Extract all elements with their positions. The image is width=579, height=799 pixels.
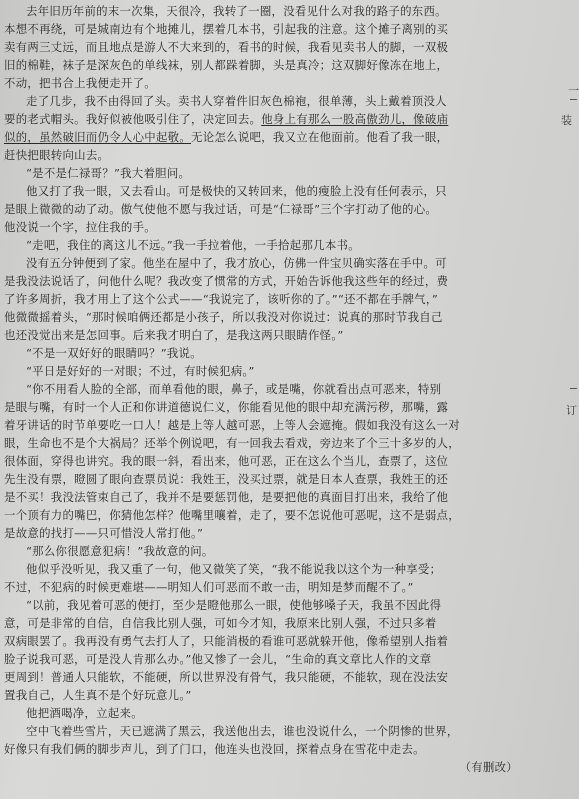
- paragraph-text: 无论怎么说吧，我又立在他面前。他看了我一眼，: [191, 130, 449, 144]
- binding-label-zhuang: 装: [561, 114, 572, 127]
- binding-tick: [570, 99, 577, 100]
- paragraph-text: 要的老式帽头。我好似被他吸引住了，决定回去。: [4, 112, 262, 126]
- paragraph-line: “那么你很愿意犯病！”我故意的问。: [26, 544, 214, 558]
- paragraph-line: 卖有两三丈远，而且地点是游人不大来到的，看书的时候，我看见卖书人的脚，一双极: [4, 40, 449, 54]
- paragraph-line: [4, 128, 552, 146]
- paragraph-line: 眼，生命也不是个大祸局？还举个例说吧，有一回我去看戏，旁边来了个三十多岁的人，: [4, 436, 460, 450]
- paragraph-line: 很体面，穿得也讲究。我的眼一斜，看出来，他可恶，正在这么个当儿，查票了，这位: [4, 454, 449, 468]
- paragraph-line: 是故意的找打——只可惜没人常打他。”: [4, 526, 204, 540]
- paragraph-line: 旧的棉鞋，袜子是深灰色的单线袜，别人都跺着脚，头是真冷；这双脚好像冻在地上，: [4, 58, 449, 72]
- source-note: （有删改）: [459, 760, 518, 774]
- paragraph-line: 也还没觉出来是怎回事。后来我才明白了，是我这两只眼睛作怪。”: [4, 328, 344, 342]
- paragraph-line: 他又打了我一眼，又去看山。可是极快的又转回来，他的瘦脸上没有任何表示，只: [26, 184, 447, 198]
- binding-tick: [570, 388, 577, 389]
- paragraph-line: 脸子说我可恶，可是没人肯那么办。”他又惨了一会儿，“生命的真文章比人作的文章: [4, 652, 432, 666]
- paragraph-line: 赶快把眼转向山去。: [4, 148, 110, 162]
- paragraph-line: 走了几步，我不由得回了头。卖书人穿着件旧灰色棉袍，很单薄，头上戴着顶没人: [26, 94, 447, 108]
- paragraph-line: 空中飞着些雪片，天已遮满了黑云，我送他出去，谁也没说什么，一个阴惨的世界，: [26, 724, 459, 738]
- paragraph-line: “以前，我见着可恶的便打，至少是瞪他那么一眼，使他够嗓子天，我虽不因此得: [26, 598, 442, 612]
- binding-label-ding: 订: [566, 404, 577, 417]
- paragraph-line: 了许多周折，我才用上了这个公式——“我说完了，该听你的了。”“还不都在手牌气，”: [4, 292, 438, 306]
- paragraph-line: “不是一双好好的眼睛吗？”我说。: [26, 346, 202, 360]
- paragraph-line: 他没说一个字，拉住我的手。: [4, 220, 156, 234]
- paragraph-line: 置我自己，人生真不是个好玩意儿。”: [4, 688, 192, 702]
- paragraph-line: 没有五分钟便到了家。他坐在屋中了，我才放心，仿佛一件宝贝确实落在手中。可: [26, 256, 447, 270]
- underlined-sentence: 似的，虽然破旧而仍令人心中起敬。: [4, 130, 192, 144]
- paragraph-line: 是眼上微微的动了动。傲气使他不愿与我过话，可是“仁禄哥”三个字打动了他的心。: [4, 202, 438, 216]
- paragraph-line: 他微微摇着头，“那时候咱俩还都是小孩子，所以我没对你说过：说真的那时节我自己: [4, 310, 443, 324]
- underlined-sentence: 他身上有那么一股高傲劲儿，像破庙: [261, 112, 449, 126]
- paragraph-line: 是不买！我没法管束自己了，我并不是要惩罚他，是要把他的真面目打出来，我给了他: [4, 490, 449, 504]
- paragraph-line: 先生没有票，瞪圆了眼向查票员说：我姓王，没买过票，就是日本人查票，我姓王的还: [4, 472, 449, 486]
- paragraph-line: 好像只有我们俩的脚步声儿，到了门口，他连头也没回，探着点身在雪花中走去。: [4, 742, 425, 756]
- paragraph-line: 去年旧历年前的末一次集，天很冷，我转了一圈，没看见什么对我的路子的东西。: [26, 4, 447, 18]
- paragraph-line: 意，可是非常的自信，自信我比别人强，可如今才知，我原来比别人强，不过只多着: [4, 616, 437, 630]
- paragraph-line: “你不用看人脸的全部，而单看他的眼，鼻子，或是嘴，你就看出点可恶来，特别: [26, 382, 442, 396]
- article-body: [4, 2, 552, 776]
- paragraph-line: 他把酒喝净，立起来。: [26, 706, 143, 720]
- paragraph-line: 是我没法说话了，问他什么呢？我改变了惯常的方式，开始告诉他我这些年的经过，费: [4, 274, 449, 288]
- paragraph-line: 更周到！普通人只能软，不能硬，所以世界没有骨气，我只能硬，不能软，现在没法安: [4, 670, 449, 684]
- paragraph-line: [4, 110, 552, 128]
- paragraph-line: 一个顶有力的嘴巴，你猜他怎样？他嘴里嚷着，走了，要不怎说他可恶呢，这不是弱点，: [4, 508, 460, 522]
- paragraph-line: 不过，不犯病的时候更难堪——明知人们可恶而不敢一击，明知是梦而醒不了。”: [4, 580, 414, 594]
- paragraph-line: 着牙讲话的时节单要吃一口人！越是上等人越可恶，上等人会遮掩。假如我没有这么一对: [4, 418, 460, 432]
- margin-mark: 一: [568, 84, 579, 97]
- paragraph-line: 本想不再绕，可是城南边有个地摊儿，摆着几本书，引起我的注意。这个摊子离别的买: [4, 22, 449, 36]
- paragraph-line: 双病眼罢了。我再没有勇气去打人了，只能消极的看谁可恶就躲开他，像希望别人指着: [4, 634, 449, 648]
- paragraph-line: 是眼与嘴，有时一个人正和你讲道德说仁义，你能看见他的眼中却充满污秽，那嘴，露: [4, 400, 449, 414]
- paragraph-line: “走吧，我住的离这儿不远。”我一手拉着他，一手拾起那几本书。: [26, 238, 360, 252]
- paragraph-line: 不动，把书合上我便走开了。: [4, 76, 156, 90]
- paragraph-line: 他似乎没听见，我又重了一句，他又微笑了笑，“我不能说我以这个为一种享受；: [26, 562, 442, 576]
- paragraph-line: “平日是好好的一对眼；不过，有时候犯病。”: [26, 364, 255, 378]
- paragraph-line: “是不是仁禄哥？”我大着胆问。: [26, 166, 191, 180]
